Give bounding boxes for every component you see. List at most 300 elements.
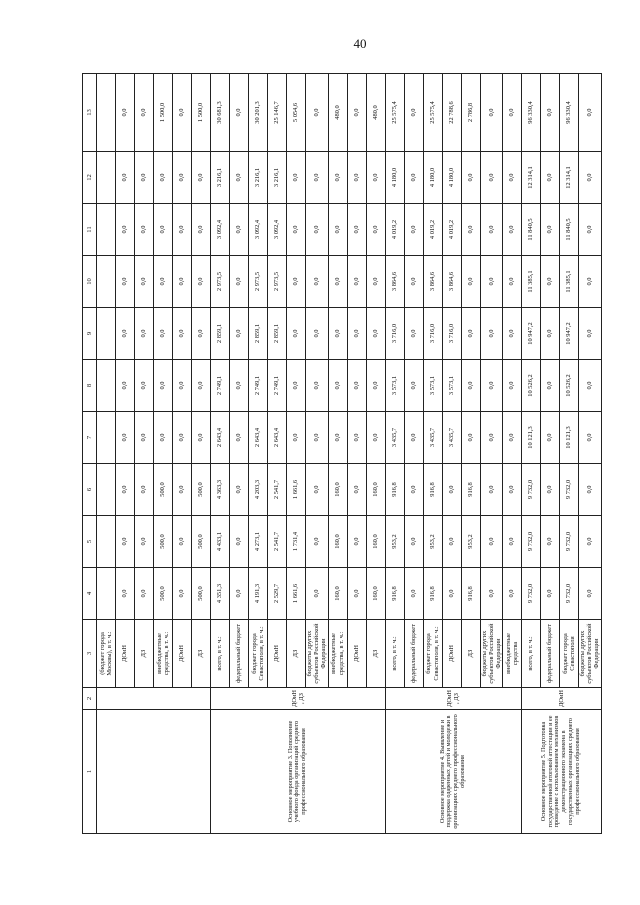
amount-cell: 0,0 (579, 464, 602, 516)
amount-cell: 9 732,0 (522, 516, 541, 568)
amount-cell: 0,0 (404, 256, 423, 308)
amount-cell: 0,0 (192, 204, 211, 256)
amount-cell: 0,0 (154, 256, 173, 308)
header-cell: 10 (83, 256, 97, 308)
table-row (97, 74, 116, 834)
amount-cell: 0,0 (173, 256, 192, 308)
amount-cell: 9 732,0 (560, 464, 579, 516)
amount-cell: 916,8 (423, 568, 442, 620)
amount-cell: 0,0 (541, 308, 560, 360)
amount-cell: 0,0 (442, 568, 461, 620)
amount-cell: 0,0 (306, 308, 329, 360)
amount-cell: 0,0 (541, 204, 560, 256)
amount-cell: 0,0 (287, 412, 306, 464)
amount-cell: 0,0 (480, 568, 503, 620)
amount-cell: 10 947,2 (522, 308, 541, 360)
amount-cell: 0,0 (347, 516, 366, 568)
amount-cell: 0,0 (173, 464, 192, 516)
amount-cell: 0,0 (579, 152, 602, 204)
amount-cell: 0,0 (154, 360, 173, 412)
amount-cell: 0,0 (461, 412, 480, 464)
amount-cell: 0,0 (347, 152, 366, 204)
funding-source-cell: бюджет города Севастополя, в т. ч.: (249, 620, 268, 688)
header-cell: 4 (83, 568, 97, 620)
amount-cell: 0,0 (541, 360, 560, 412)
amount-cell: 0,0 (230, 152, 249, 204)
amount-cell: 0,0 (503, 516, 522, 568)
amount-cell: 500,0 (192, 516, 211, 568)
amount-cell: 0,0 (116, 256, 135, 308)
amount-cell: 0,0 (461, 204, 480, 256)
amount-cell: 500,0 (192, 568, 211, 620)
amount-cell: 30 201,3 (249, 74, 268, 152)
amount-cell: 0,0 (347, 204, 366, 256)
amount-cell: 0,0 (116, 568, 135, 620)
funding-source-cell: федеральный бюджет (230, 620, 249, 688)
amount-cell: 0,0 (541, 568, 560, 620)
funding-source-cell: ДОиН (116, 620, 135, 688)
amount-cell: 4 180,0 (423, 152, 442, 204)
amount-cell: 0,0 (328, 204, 347, 256)
amount-cell: 0,0 (503, 152, 522, 204)
amount-cell: 0,0 (461, 360, 480, 412)
amount-cell: 0,0 (306, 74, 329, 152)
amount-cell: 0,0 (503, 360, 522, 412)
amount-cell: 0,0 (230, 360, 249, 412)
amount-cell: 0,0 (461, 256, 480, 308)
amount-cell (97, 308, 116, 360)
amount-cell: 480,0 (366, 74, 385, 152)
amount-cell: 916,8 (461, 568, 480, 620)
amount-cell: 2 749,1 (268, 360, 287, 412)
header-cell: 13 (83, 74, 97, 152)
amount-cell: 2 859,1 (249, 308, 268, 360)
amount-cell: 3 216,1 (268, 152, 287, 204)
header-cell: 8 (83, 360, 97, 412)
amount-cell: 0,0 (230, 412, 249, 464)
amount-cell: 0,0 (503, 204, 522, 256)
amount-cell: 96 330,4 (560, 74, 579, 152)
amount-cell: 0,0 (579, 360, 602, 412)
amount-cell: 12 314,1 (522, 152, 541, 204)
table-row (522, 74, 541, 834)
amount-cell: 9 732,0 (522, 464, 541, 516)
header-cell: 6 (83, 464, 97, 516)
amount-cell: 0,0 (287, 360, 306, 412)
amount-cell: 4 351,3 (211, 568, 230, 620)
amount-cell: 0,0 (116, 308, 135, 360)
amount-cell (97, 412, 116, 464)
amount-cell: 160,0 (328, 568, 347, 620)
funding-source-cell: федеральный бюджет (404, 620, 423, 688)
amount-cell: 0,0 (173, 204, 192, 256)
responsible-cell: ДОиН, ДЗ (385, 688, 522, 710)
header-cell: 1 (83, 710, 97, 834)
funding-source-cell: ДОиН (347, 620, 366, 688)
amount-cell: 0,0 (503, 464, 522, 516)
amount-cell: 0,0 (541, 516, 560, 568)
amount-cell: 25 575,4 (423, 74, 442, 152)
amount-cell: 0,0 (579, 308, 602, 360)
amount-cell: 1 661,6 (287, 464, 306, 516)
funding-source-cell: федеральный бюджет (541, 620, 560, 688)
amount-cell: 3 435,7 (385, 412, 404, 464)
amount-cell: 0,0 (503, 412, 522, 464)
amount-cell: 0,0 (116, 204, 135, 256)
amount-cell: 96 330,4 (522, 74, 541, 152)
amount-cell: 0,0 (579, 568, 602, 620)
amount-cell: 160,0 (328, 516, 347, 568)
amount-cell: 0,0 (404, 516, 423, 568)
amount-cell: 2 859,1 (268, 308, 287, 360)
amount-cell: 0,0 (480, 464, 503, 516)
amount-cell: 3 092,4 (249, 204, 268, 256)
amount-cell (97, 204, 116, 256)
amount-cell: 916,8 (461, 464, 480, 516)
amount-cell: 4 019,2 (385, 204, 404, 256)
funding-source-cell: всего, в т. ч.: (522, 620, 541, 688)
amount-cell: 4 019,2 (442, 204, 461, 256)
amount-cell: 500,0 (192, 464, 211, 516)
amount-cell: 10 526,2 (560, 360, 579, 412)
event-cell: Основное мероприятие 5. Подготовка государственной итоговой аттестации и ее проведение с использованием механизмов демонстрационного экзамена в государственных организациях среднего профессионального образования (522, 710, 602, 834)
amount-cell: 11 385,1 (522, 256, 541, 308)
amount-cell: 2 643,4 (249, 412, 268, 464)
funding-source-cell: ДЗ (461, 620, 480, 688)
header-row (83, 74, 97, 834)
amount-cell: 0,0 (230, 308, 249, 360)
amount-cell: 2 529,7 (268, 568, 287, 620)
amount-cell: 0,0 (579, 516, 602, 568)
amount-cell: 4 180,0 (442, 152, 461, 204)
amount-cell: 0,0 (366, 412, 385, 464)
amount-cell (97, 568, 116, 620)
amount-cell: 160,0 (328, 464, 347, 516)
amount-cell: 0,0 (541, 152, 560, 204)
responsible-cell: ДОиН (522, 688, 602, 710)
table-row (211, 74, 230, 834)
amount-cell: 0,0 (366, 152, 385, 204)
amount-cell: 4 180,0 (385, 152, 404, 204)
amount-cell: 0,0 (328, 360, 347, 412)
amount-cell: 2 973,5 (249, 256, 268, 308)
amount-cell: 916,8 (385, 568, 404, 620)
amount-cell: 0,0 (230, 204, 249, 256)
amount-cell: 0,0 (503, 256, 522, 308)
amount-cell: 0,0 (135, 412, 154, 464)
amount-cell: 0,0 (480, 516, 503, 568)
amount-cell: 4 191,3 (249, 568, 268, 620)
amount-cell: 4 433,1 (211, 516, 230, 568)
amount-cell: 0,0 (135, 464, 154, 516)
event-cell (97, 710, 211, 834)
amount-cell: 953,2 (461, 516, 480, 568)
event-cell: Основное мероприятие 3. Пополнение учебного фонда организаций среднего профессионального образования (211, 710, 386, 834)
amount-cell (97, 74, 116, 152)
amount-cell: 0,0 (480, 74, 503, 152)
amount-cell: 0,0 (192, 152, 211, 204)
amount-cell: 160,0 (366, 568, 385, 620)
amount-cell: 0,0 (173, 74, 192, 152)
funding-source-cell: бюджет города Севастополя, в т. ч.: (423, 620, 442, 688)
amount-cell: 3 092,4 (268, 204, 287, 256)
header-cell: 5 (83, 516, 97, 568)
funding-source-cell: внебюджетные средства, в т. ч.: (328, 620, 347, 688)
amount-cell: 0,0 (230, 568, 249, 620)
amount-cell: 0,0 (287, 256, 306, 308)
amount-cell: 0,0 (116, 516, 135, 568)
amount-cell: 0,0 (461, 308, 480, 360)
amount-cell: 0,0 (230, 256, 249, 308)
amount-cell: 160,0 (366, 516, 385, 568)
amount-cell: 0,0 (347, 360, 366, 412)
amount-cell: 0,0 (306, 412, 329, 464)
amount-cell: 500,0 (154, 568, 173, 620)
amount-cell: 0,0 (135, 568, 154, 620)
amount-cell: 0,0 (230, 516, 249, 568)
amount-cell: 0,0 (366, 360, 385, 412)
amount-cell: 30 681,3 (211, 74, 230, 152)
amount-cell: 0,0 (135, 204, 154, 256)
amount-cell: 0,0 (306, 152, 329, 204)
amount-cell: 4 203,3 (249, 464, 268, 516)
amount-cell (97, 256, 116, 308)
amount-cell: 0,0 (366, 204, 385, 256)
amount-cell: 0,0 (480, 152, 503, 204)
amount-cell: 0,0 (461, 152, 480, 204)
amount-cell: 0,0 (480, 256, 503, 308)
funding-source-cell: ДОиН (442, 620, 461, 688)
amount-cell: 0,0 (541, 74, 560, 152)
amount-cell: 3 864,6 (423, 256, 442, 308)
amount-cell: 500,0 (154, 516, 173, 568)
funding-source-cell: бюджеты других субъектов Российской Федерации (579, 620, 602, 688)
amount-cell: 0,0 (306, 464, 329, 516)
funding-source-cell: ДЗ (287, 620, 306, 688)
amount-cell: 0,0 (173, 152, 192, 204)
amount-cell: 0,0 (135, 74, 154, 152)
amount-cell: 916,8 (423, 464, 442, 516)
amount-cell: 0,0 (579, 256, 602, 308)
amount-cell: 916,8 (385, 464, 404, 516)
amount-cell: 10 947,2 (560, 308, 579, 360)
funding-source-cell: ДЗ (192, 620, 211, 688)
amount-cell: 0,0 (135, 152, 154, 204)
amount-cell: 3 573,1 (442, 360, 461, 412)
amount-cell: 4 273,1 (249, 516, 268, 568)
amount-cell: 0,0 (328, 256, 347, 308)
amount-cell (97, 152, 116, 204)
funding-source-cell: всего, в т. ч.: (385, 620, 404, 688)
amount-cell: 0,0 (173, 360, 192, 412)
amount-cell: 0,0 (328, 412, 347, 464)
amount-cell: 0,0 (347, 568, 366, 620)
amount-cell: 0,0 (347, 464, 366, 516)
table-row (385, 74, 404, 834)
amount-cell: 0,0 (480, 412, 503, 464)
amount-cell: 0,0 (135, 256, 154, 308)
amount-cell: 0,0 (116, 464, 135, 516)
amount-cell: 0,0 (306, 516, 329, 568)
event-cell: Основное мероприятие 4. Выявление и поддержка одаренных детей и молодежи в организациях среднего профессионального образования (385, 710, 522, 834)
amount-cell: 25 146,7 (268, 74, 287, 152)
amount-cell: 11 385,1 (560, 256, 579, 308)
amount-cell: 3 716,0 (442, 308, 461, 360)
amount-cell: 0,0 (287, 308, 306, 360)
header-cell: 2 (83, 688, 97, 710)
amount-cell: 0,0 (442, 464, 461, 516)
funding-source-cell: бюджеты других субъектов Российской Федерации (306, 620, 329, 688)
funding-source-cell: ДОиН (268, 620, 287, 688)
amount-cell: 0,0 (404, 412, 423, 464)
amount-cell: 2 541,7 (268, 464, 287, 516)
amount-cell: 0,0 (154, 204, 173, 256)
amount-cell: 0,0 (503, 568, 522, 620)
amount-cell: 3 864,6 (385, 256, 404, 308)
amount-cell: 0,0 (404, 360, 423, 412)
amount-cell: 2 749,1 (249, 360, 268, 412)
amount-cell: 0,0 (135, 516, 154, 568)
amount-cell: 10 121,3 (522, 412, 541, 464)
amount-cell: 2 973,5 (211, 256, 230, 308)
amount-cell: 0,0 (192, 308, 211, 360)
amount-cell: 0,0 (306, 204, 329, 256)
amount-cell: 3 716,0 (385, 308, 404, 360)
amount-cell: 0,0 (404, 74, 423, 152)
header-cell: 11 (83, 204, 97, 256)
amount-cell: 0,0 (173, 568, 192, 620)
amount-cell: 3 216,1 (249, 152, 268, 204)
amount-cell: 0,0 (116, 74, 135, 152)
amount-cell: 0,0 (366, 256, 385, 308)
responsible-cell: ДОиН, ДЗ (211, 688, 386, 710)
amount-cell: 0,0 (135, 360, 154, 412)
amount-cell: 0,0 (116, 360, 135, 412)
amount-cell: 0,0 (480, 204, 503, 256)
budget-table (82, 73, 602, 834)
amount-cell: 0,0 (541, 464, 560, 516)
header-cell: 3 (83, 620, 97, 688)
amount-cell: 1 731,4 (287, 516, 306, 568)
amount-cell: 2 786,8 (461, 74, 480, 152)
responsible-cell (97, 688, 211, 710)
funding-source-cell: внебюджетные средства (503, 620, 522, 688)
amount-cell: 9 732,0 (522, 568, 541, 620)
amount-cell: 0,0 (442, 516, 461, 568)
amount-cell: 0,0 (480, 308, 503, 360)
amount-cell: 0,0 (404, 568, 423, 620)
amount-cell: 0,0 (192, 256, 211, 308)
amount-cell: 0,0 (287, 204, 306, 256)
header-cell: 12 (83, 152, 97, 204)
amount-cell: 0,0 (192, 360, 211, 412)
funding-source-cell: всего, в т. ч.: (211, 620, 230, 688)
amount-cell: 0,0 (287, 152, 306, 204)
amount-cell: 3 092,4 (211, 204, 230, 256)
amount-cell: 0,0 (541, 256, 560, 308)
amount-cell: 4 019,2 (423, 204, 442, 256)
amount-cell: 1 661,6 (287, 568, 306, 620)
funding-source-cell: ДОиН (173, 620, 192, 688)
amount-cell: 0,0 (404, 464, 423, 516)
amount-cell: 160,0 (366, 464, 385, 516)
amount-cell: 2 643,4 (211, 412, 230, 464)
amount-cell: 0,0 (347, 74, 366, 152)
amount-cell: 9 732,0 (560, 516, 579, 568)
amount-cell: 3 864,6 (442, 256, 461, 308)
funding-source-cell: бюджет города Севастополя (560, 620, 579, 688)
amount-cell: 953,2 (423, 516, 442, 568)
amount-cell: 3 216,1 (211, 152, 230, 204)
amount-cell: 0,0 (154, 412, 173, 464)
amount-cell: 0,0 (366, 308, 385, 360)
amount-cell: 0,0 (230, 464, 249, 516)
amount-cell: 2 749,1 (211, 360, 230, 412)
amount-cell: 0,0 (173, 516, 192, 568)
amount-cell: 3 435,7 (442, 412, 461, 464)
amount-cell (97, 464, 116, 516)
amount-cell: 2 973,5 (268, 256, 287, 308)
amount-cell: 0,0 (154, 152, 173, 204)
amount-cell: 3 573,1 (385, 360, 404, 412)
amount-cell: 12 314,1 (560, 152, 579, 204)
amount-cell: 0,0 (404, 204, 423, 256)
amount-cell: 5 054,6 (287, 74, 306, 152)
amount-cell: 0,0 (480, 360, 503, 412)
amount-cell: 0,0 (541, 412, 560, 464)
amount-cell: 0,0 (173, 308, 192, 360)
amount-cell: 0,0 (503, 308, 522, 360)
amount-cell: 0,0 (116, 152, 135, 204)
amount-cell: 0,0 (116, 412, 135, 464)
header-cell: 9 (83, 308, 97, 360)
funding-source-cell: бюджеты других субъектов Российской Федерации (480, 620, 503, 688)
amount-cell: 0,0 (347, 256, 366, 308)
amount-cell: 0,0 (135, 308, 154, 360)
amount-cell: 0,0 (306, 568, 329, 620)
amount-cell: 0,0 (306, 256, 329, 308)
funding-source-cell: внебюджетные средства, в т. ч.: (154, 620, 173, 688)
amount-cell: 11 840,5 (560, 204, 579, 256)
amount-cell: 480,0 (328, 74, 347, 152)
amount-cell: 2 643,4 (268, 412, 287, 464)
amount-cell: 22 788,6 (442, 74, 461, 152)
amount-cell: 0,0 (404, 308, 423, 360)
amount-cell: 0,0 (347, 308, 366, 360)
amount-cell: 0,0 (579, 412, 602, 464)
amount-cell: 0,0 (328, 308, 347, 360)
amount-cell: 1 500,0 (154, 74, 173, 152)
amount-cell: 0,0 (306, 360, 329, 412)
amount-cell: 3 435,7 (423, 412, 442, 464)
amount-cell: 0,0 (328, 152, 347, 204)
amount-cell: 0,0 (503, 74, 522, 152)
funding-source-cell: ДЗ (366, 620, 385, 688)
amount-cell: 1 500,0 (192, 74, 211, 152)
amount-cell: 9 732,0 (560, 568, 579, 620)
amount-cell: 0,0 (347, 412, 366, 464)
amount-cell: 3 573,1 (423, 360, 442, 412)
amount-cell: 0,0 (154, 308, 173, 360)
amount-cell: 11 840,5 (522, 204, 541, 256)
amount-cell: 953,2 (385, 516, 404, 568)
amount-cell (97, 360, 116, 412)
amount-cell: 0,0 (579, 204, 602, 256)
funding-source-cell: (бюджет города Москвы), в т. ч.: (97, 620, 116, 688)
amount-cell: 0,0 (230, 74, 249, 152)
amount-cell: 0,0 (192, 412, 211, 464)
amount-cell: 3 716,0 (423, 308, 442, 360)
